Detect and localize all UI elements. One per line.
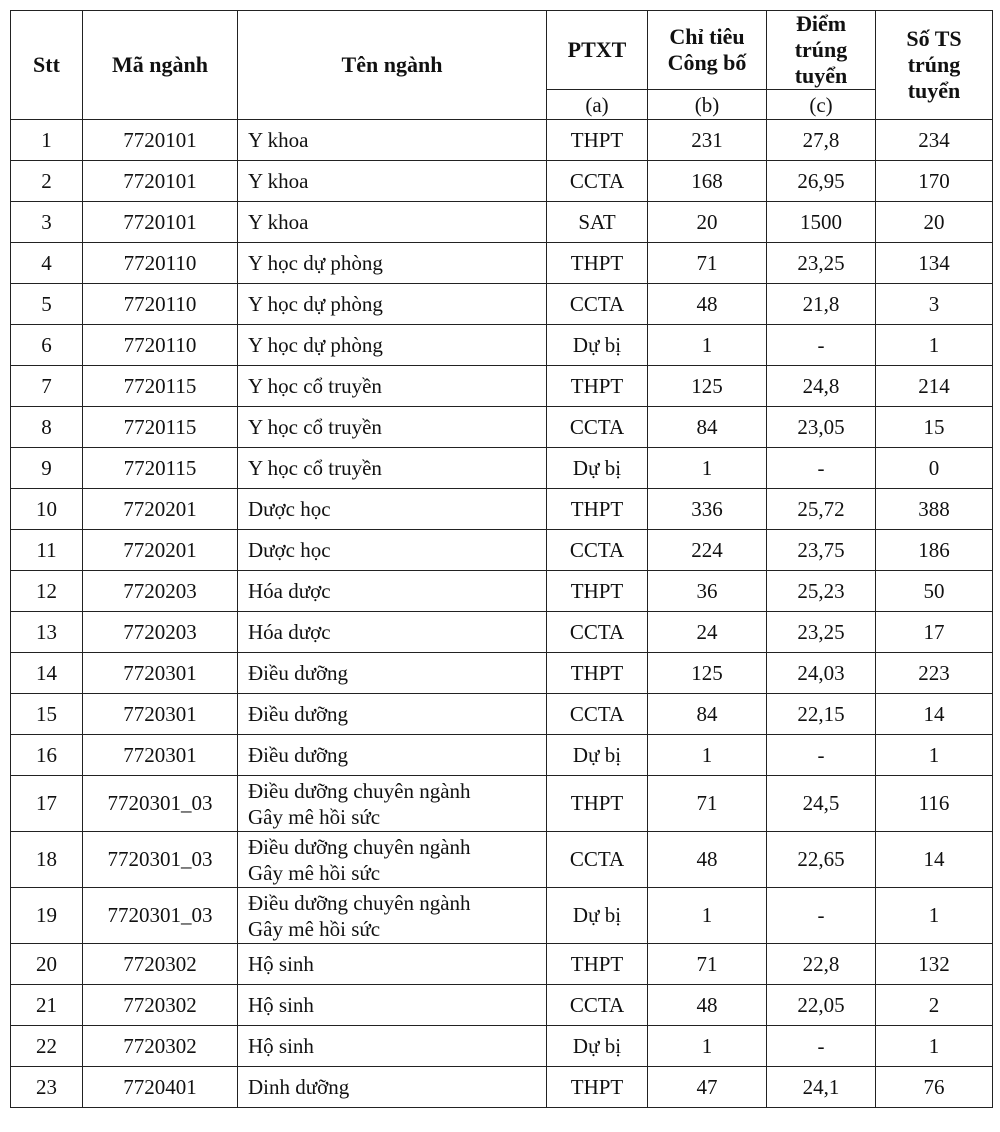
cell-so-ts: 76: [876, 1067, 993, 1108]
cell-ptxt: CCTA: [547, 985, 648, 1026]
cell-ptxt: THPT: [547, 120, 648, 161]
cell-stt: 16: [11, 735, 83, 776]
cell-chi-tieu: 168: [648, 161, 767, 202]
cell-so-ts: 0: [876, 448, 993, 489]
table-body: [11, 120, 993, 1108]
table-row: [11, 284, 993, 325]
cell-ma-nganh: 7720301_03: [83, 776, 238, 832]
cell-so-ts: 15: [876, 407, 993, 448]
table-row: [11, 832, 993, 888]
cell-ma-nganh: 7720101: [83, 161, 238, 202]
cell-stt: 3: [11, 202, 83, 243]
cell-stt: 10: [11, 489, 83, 530]
cell-ten-nganh: Điều dưỡng: [238, 735, 547, 776]
ten-nganh-line-2: Gây mê hồi sức: [248, 804, 381, 829]
cell-ptxt: THPT: [547, 1067, 648, 1108]
header-ma-nganh: Mã ngành: [83, 11, 238, 120]
cell-stt: 13: [11, 612, 83, 653]
cell-ma-nganh: 7720201: [83, 530, 238, 571]
cell-stt: 1: [11, 120, 83, 161]
cell-ten-nganh: Hộ sinh: [238, 944, 547, 985]
cell-ptxt: CCTA: [547, 694, 648, 735]
cell-so-ts: 186: [876, 530, 993, 571]
cell-ten-nganh: Điều dưỡng: [238, 694, 547, 735]
cell-ten-nganh: Y học dự phòng: [238, 243, 547, 284]
cell-ma-nganh: 7720301_03: [83, 888, 238, 944]
table-row: [11, 944, 993, 985]
cell-stt: 21: [11, 985, 83, 1026]
cell-chi-tieu: 48: [648, 985, 767, 1026]
table-row: [11, 1026, 993, 1067]
cell-ten-nganh: Dinh dưỡng: [238, 1067, 547, 1108]
cell-ptxt: Dự bị: [547, 448, 648, 489]
header-sub-c: (c): [767, 90, 876, 120]
cell-so-ts: 214: [876, 366, 993, 407]
cell-ten-nganh: [238, 888, 547, 944]
cell-so-ts: 14: [876, 832, 993, 888]
cell-ma-nganh: 7720115: [83, 448, 238, 489]
cell-ma-nganh: 7720203: [83, 571, 238, 612]
cell-diem: -: [767, 1026, 876, 1067]
cell-ma-nganh: 7720110: [83, 325, 238, 366]
table-row: [11, 202, 993, 243]
cell-stt: 19: [11, 888, 83, 944]
cell-ma-nganh: 7720401: [83, 1067, 238, 1108]
cell-so-ts: 1: [876, 735, 993, 776]
cell-ptxt: THPT: [547, 243, 648, 284]
cell-chi-tieu: 71: [648, 776, 767, 832]
cell-ma-nganh: 7720301_03: [83, 832, 238, 888]
cell-ptxt: THPT: [547, 489, 648, 530]
cell-so-ts: 1: [876, 1026, 993, 1067]
admission-results-table: [10, 10, 993, 1108]
cell-ma-nganh: 7720301: [83, 694, 238, 735]
cell-chi-tieu: 224: [648, 530, 767, 571]
header-stt: Stt: [11, 11, 83, 120]
cell-chi-tieu: 24: [648, 612, 767, 653]
cell-so-ts: 170: [876, 161, 993, 202]
table-row: [11, 161, 993, 202]
cell-chi-tieu: 48: [648, 284, 767, 325]
table-header: [11, 11, 993, 120]
header-ptxt: PTXT: [547, 11, 648, 90]
cell-ptxt: THPT: [547, 776, 648, 832]
cell-chi-tieu: 1: [648, 448, 767, 489]
cell-ma-nganh: 7720110: [83, 284, 238, 325]
cell-ptxt: CCTA: [547, 161, 648, 202]
cell-ten-nganh: Điều dưỡng: [238, 653, 547, 694]
table-row: [11, 776, 993, 832]
cell-ten-nganh: Hộ sinh: [238, 985, 547, 1026]
cell-ten-nganh: Y học dự phòng: [238, 325, 547, 366]
table-row: [11, 571, 993, 612]
cell-ptxt: CCTA: [547, 612, 648, 653]
cell-diem: -: [767, 888, 876, 944]
cell-chi-tieu: 336: [648, 489, 767, 530]
cell-diem: 1500: [767, 202, 876, 243]
cell-diem: -: [767, 448, 876, 489]
cell-stt: 22: [11, 1026, 83, 1067]
cell-diem: 23,05: [767, 407, 876, 448]
table-row: [11, 735, 993, 776]
cell-chi-tieu: 1: [648, 735, 767, 776]
table-row: [11, 888, 993, 944]
cell-chi-tieu: 84: [648, 694, 767, 735]
cell-ten-nganh: Y học cổ truyền: [238, 448, 547, 489]
cell-ptxt: CCTA: [547, 284, 648, 325]
cell-stt: 9: [11, 448, 83, 489]
cell-ten-nganh: Hộ sinh: [238, 1026, 547, 1067]
cell-chi-tieu: 125: [648, 366, 767, 407]
cell-ptxt: Dự bị: [547, 1026, 648, 1067]
cell-ptxt: THPT: [547, 653, 648, 694]
cell-chi-tieu: 36: [648, 571, 767, 612]
cell-so-ts: 50: [876, 571, 993, 612]
cell-diem: 25,72: [767, 489, 876, 530]
cell-ptxt: THPT: [547, 366, 648, 407]
cell-diem: 22,65: [767, 832, 876, 888]
cell-ten-nganh: [238, 776, 547, 832]
cell-chi-tieu: 48: [648, 832, 767, 888]
cell-chi-tieu: 84: [648, 407, 767, 448]
cell-so-ts: 1: [876, 888, 993, 944]
table-row: [11, 120, 993, 161]
cell-ptxt: CCTA: [547, 832, 648, 888]
cell-so-ts: 116: [876, 776, 993, 832]
cell-stt: 11: [11, 530, 83, 571]
table-row: [11, 1067, 993, 1108]
cell-so-ts: 17: [876, 612, 993, 653]
cell-diem: 24,1: [767, 1067, 876, 1108]
cell-ma-nganh: 7720302: [83, 1026, 238, 1067]
cell-diem: 22,05: [767, 985, 876, 1026]
cell-so-ts: 134: [876, 243, 993, 284]
header-diem-trung-tuyen: Điểm trúng tuyển: [767, 11, 876, 90]
cell-diem: 23,75: [767, 530, 876, 571]
table-row: [11, 694, 993, 735]
ten-nganh-line-1: Điều dưỡng chuyên ngành: [248, 834, 471, 859]
header-so-ts: Số TS trúng tuyển: [876, 11, 993, 120]
cell-diem: 27,8: [767, 120, 876, 161]
table-row: [11, 985, 993, 1026]
cell-ma-nganh: 7720110: [83, 243, 238, 284]
cell-ptxt: THPT: [547, 571, 648, 612]
ten-nganh-line-2: Gây mê hồi sức: [248, 860, 381, 885]
cell-stt: 14: [11, 653, 83, 694]
cell-chi-tieu: 20: [648, 202, 767, 243]
cell-so-ts: 1: [876, 325, 993, 366]
cell-diem: 26,95: [767, 161, 876, 202]
table-row: [11, 612, 993, 653]
ten-nganh-line-2: Gây mê hồi sức: [248, 916, 381, 941]
cell-chi-tieu: 71: [648, 944, 767, 985]
cell-so-ts: 20: [876, 202, 993, 243]
cell-stt: 8: [11, 407, 83, 448]
cell-ten-nganh: Y học dự phòng: [238, 284, 547, 325]
cell-stt: 17: [11, 776, 83, 832]
cell-so-ts: 3: [876, 284, 993, 325]
cell-ten-nganh: Y học cổ truyền: [238, 366, 547, 407]
header-ten-nganh: Tên ngành: [238, 11, 547, 120]
cell-diem: -: [767, 325, 876, 366]
cell-ten-nganh: Y khoa: [238, 120, 547, 161]
cell-chi-tieu: 125: [648, 653, 767, 694]
cell-ten-nganh: Hóa dược: [238, 571, 547, 612]
cell-diem: 21,8: [767, 284, 876, 325]
cell-stt: 20: [11, 944, 83, 985]
cell-ptxt: Dự bị: [547, 325, 648, 366]
cell-diem: -: [767, 735, 876, 776]
cell-stt: 4: [11, 243, 83, 284]
cell-ma-nganh: 7720203: [83, 612, 238, 653]
header-sub-a: (a): [547, 90, 648, 120]
cell-ma-nganh: 7720302: [83, 985, 238, 1026]
header-chi-tieu: Chỉ tiêu Công bố: [648, 11, 767, 90]
cell-stt: 12: [11, 571, 83, 612]
cell-ten-nganh: Y khoa: [238, 161, 547, 202]
cell-stt: 18: [11, 832, 83, 888]
cell-so-ts: 234: [876, 120, 993, 161]
cell-chi-tieu: 47: [648, 1067, 767, 1108]
cell-ma-nganh: 7720301: [83, 653, 238, 694]
cell-ten-nganh: Dược học: [238, 489, 547, 530]
cell-ptxt: Dự bị: [547, 735, 648, 776]
cell-diem: 24,03: [767, 653, 876, 694]
ten-nganh-line-1: Điều dưỡng chuyên ngành: [248, 890, 471, 915]
table-row: [11, 489, 993, 530]
cell-chi-tieu: 1: [648, 1026, 767, 1067]
cell-so-ts: 14: [876, 694, 993, 735]
cell-so-ts: 132: [876, 944, 993, 985]
cell-ma-nganh: 7720201: [83, 489, 238, 530]
table-row: [11, 366, 993, 407]
cell-diem: 22,8: [767, 944, 876, 985]
cell-ma-nganh: 7720115: [83, 407, 238, 448]
cell-diem: 22,15: [767, 694, 876, 735]
cell-stt: 2: [11, 161, 83, 202]
cell-stt: 15: [11, 694, 83, 735]
cell-diem: 23,25: [767, 612, 876, 653]
cell-ten-nganh: Dược học: [238, 530, 547, 571]
cell-diem: 24,8: [767, 366, 876, 407]
cell-ten-nganh: Hóa dược: [238, 612, 547, 653]
ten-nganh-line-1: Điều dưỡng chuyên ngành: [248, 778, 471, 803]
table-row: [11, 407, 993, 448]
cell-ptxt: CCTA: [547, 407, 648, 448]
cell-diem: 24,5: [767, 776, 876, 832]
cell-ten-nganh: Y học cổ truyền: [238, 407, 547, 448]
cell-stt: 23: [11, 1067, 83, 1108]
table-row: [11, 243, 993, 284]
cell-chi-tieu: 1: [648, 888, 767, 944]
cell-ma-nganh: 7720301: [83, 735, 238, 776]
table-row: [11, 448, 993, 489]
cell-stt: 5: [11, 284, 83, 325]
cell-chi-tieu: 71: [648, 243, 767, 284]
cell-ma-nganh: 7720101: [83, 202, 238, 243]
table-row: [11, 530, 993, 571]
cell-so-ts: 223: [876, 653, 993, 694]
cell-ptxt: THPT: [547, 944, 648, 985]
cell-ptxt: SAT: [547, 202, 648, 243]
table-row: [11, 653, 993, 694]
cell-diem: 25,23: [767, 571, 876, 612]
cell-ma-nganh: 7720115: [83, 366, 238, 407]
cell-stt: 6: [11, 325, 83, 366]
cell-diem: 23,25: [767, 243, 876, 284]
table-row: [11, 325, 993, 366]
cell-chi-tieu: 231: [648, 120, 767, 161]
cell-ma-nganh: 7720101: [83, 120, 238, 161]
cell-so-ts: 2: [876, 985, 993, 1026]
cell-ptxt: CCTA: [547, 530, 648, 571]
cell-stt: 7: [11, 366, 83, 407]
cell-ten-nganh: Y khoa: [238, 202, 547, 243]
header-sub-b: (b): [648, 90, 767, 120]
cell-so-ts: 388: [876, 489, 993, 530]
cell-ten-nganh: [238, 832, 547, 888]
cell-ma-nganh: 7720302: [83, 944, 238, 985]
cell-ptxt: Dự bị: [547, 888, 648, 944]
cell-chi-tieu: 1: [648, 325, 767, 366]
admission-table-container: [10, 10, 993, 1108]
